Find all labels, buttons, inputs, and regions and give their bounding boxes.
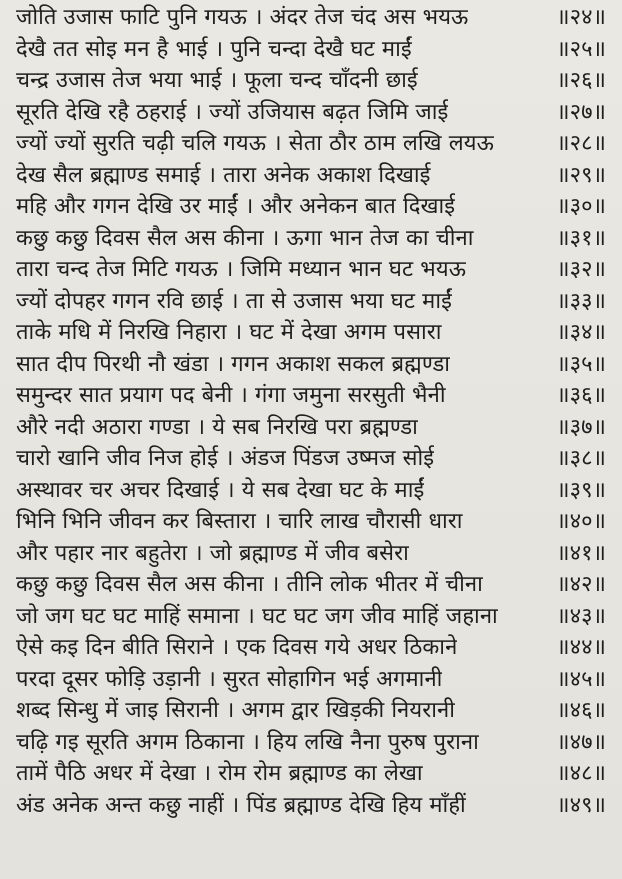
verse-number: ॥३३॥ (556, 288, 606, 314)
verse-text: ज्यों दोपहर गगन रवि छाई । ता से उजास भया घट माईं (16, 288, 453, 314)
verse-number: ॥४०॥ (556, 509, 606, 534)
verse-text: अस्थावर चर अचर दिखाई । ये सब देखा घट के माईं (16, 477, 425, 503)
verse-line (16, 65, 606, 97)
verse-number: ॥४९॥ (556, 792, 606, 818)
verse-number: ॥३९॥ (556, 477, 606, 503)
verse-number: ॥४४॥ (556, 635, 606, 660)
verse-number: ॥३०॥ (556, 194, 606, 219)
verse-text: औरे नदी अठारा गण्डा । ये सब निरखि परा ब्रह्मण्डा (16, 414, 418, 440)
verse-line (16, 223, 606, 255)
verse-number: ॥२५॥ (556, 36, 606, 62)
verse-number: ॥३५॥ (556, 351, 606, 377)
verse-text: भिनि भिनि जीवन कर बिस्तारा । चारि लाख चौरासी धारा (16, 509, 463, 534)
verse-line (16, 538, 606, 570)
verse-number: ॥४७॥ (556, 729, 606, 755)
verse-line (16, 632, 606, 664)
verse-line (16, 443, 606, 475)
verse-line (16, 475, 606, 507)
verse-text: अंड अनेक अन्त कछु नाहीं । पिंड ब्रह्माण्ड देखि हिय माँहीं (16, 792, 466, 818)
verse-line (16, 254, 606, 286)
verse-number: ॥२९॥ (556, 162, 606, 188)
verse-text: तामें पैठि अधर में देखा । रोम रोम ब्रह्माण्ड का लेखा (16, 761, 423, 786)
verse-text: सूरति देखि रहै ठहराई । ज्यों उजियास बढ़त जिमि जाई (16, 99, 449, 125)
verse-number: ॥३६॥ (556, 383, 606, 408)
verse-line (16, 695, 606, 727)
verse-number: ॥३७॥ (556, 414, 606, 440)
verse-number: ॥४५॥ (556, 666, 606, 692)
verse-number: ॥४६॥ (556, 698, 606, 723)
verse-text: कछु कछु दिवस सैल अस कीना । ऊगा भान तेज का चीना (16, 225, 474, 251)
verse-text: जोति उजास फाटि पुनि गयऊ । अंदर तेज चंद अस भयऊ (16, 5, 469, 30)
verse-number: ॥४३॥ (556, 603, 606, 629)
verse-number: ॥४२॥ (556, 572, 606, 597)
verse-list (16, 2, 606, 821)
verse-text: कछु कछु दिवस सैल अस कीना । तीनि लोक भीतर में चीना (16, 572, 483, 597)
verse-number: ॥३८॥ (556, 446, 606, 471)
verse-line (16, 601, 606, 633)
verse-number: ॥४८॥ (556, 761, 606, 786)
verse-text: देख सैल ब्रह्माण्ड समाई । तारा अनेक अकाश दिखाई (16, 162, 431, 188)
verse-number: ॥२८॥ (556, 131, 606, 156)
verse-text: और पहार नार बहुतेरा । जो ब्रह्माण्ड में जीव बसेरा (16, 540, 409, 566)
verse-line (16, 758, 606, 790)
verse-text: चारो खानि जीव निज होई । अंडज पिंडज उष्मज सोई (16, 446, 435, 471)
verse-line (16, 317, 606, 349)
verse-line (16, 349, 606, 381)
verse-line (16, 286, 606, 318)
verse-number: ॥२७॥ (556, 99, 606, 125)
verse-text: चन्द्र उजास तेज भया भाई । फूला चन्द चाँदनी छाई (16, 68, 418, 93)
verse-number: ॥३१॥ (556, 225, 606, 251)
verse-number: ॥२६॥ (556, 68, 606, 93)
verse-line (16, 569, 606, 601)
verse-line (16, 380, 606, 412)
verse-text: परदा दूसर फोड़ि उड़ानी । सुरत सोहागिन भई अगमानी (16, 666, 443, 692)
verse-text: ऐसे कइ दिन बीति सिराने । एक दिवस गये अधर ठिकाने (16, 635, 458, 660)
verse-number: ॥३४॥ (556, 320, 606, 345)
verse-text: देखै तत सोइ मन है भाई । पुनि चन्दा देखै घट माईं (16, 36, 412, 62)
verse-text: जो जग घट घट माहिं समाना । घट घट जग जीव माहिं जहाना (16, 603, 498, 629)
verse-number: ॥४१॥ (556, 540, 606, 566)
verse-text: शब्द सिन्धु में जाइ सिरानी । अगम द्वार खिड़की नियरानी (16, 698, 456, 723)
verse-text: तारा चन्द तेज मिटि गयऊ । जिमि मध्यान भान घट भयऊ (16, 257, 467, 282)
verse-line (16, 727, 606, 759)
verse-text: समुन्दर सात प्रयाग पद बेनी । गंगा जमुना सरसुती भैनी (16, 383, 446, 408)
verse-line (16, 506, 606, 538)
verse-line (16, 191, 606, 223)
verse-text: सात दीप पिरथी नौ खंडा । गगन अकाश सकल ब्रह्मण्डा (16, 351, 451, 377)
verse-number: ॥२४॥ (556, 5, 606, 30)
verse-line (16, 34, 606, 66)
verse-number: ॥३२॥ (556, 257, 606, 282)
verse-line (16, 2, 606, 34)
verse-line (16, 160, 606, 192)
verse-text: ताके मधि में निरखि निहारा । घट में देखा अगम पसारा (16, 320, 442, 345)
verse-text: ज्यों ज्यों सुरति चढ़ी चलि गयऊ । सेता ठौर ठाम लखि लयऊ (16, 131, 494, 156)
verse-line (16, 664, 606, 696)
verse-text: चढ़ि गइ सूरति अगम ठिकाना । हिय लखि नैना पुरुष पुराना (16, 729, 479, 755)
verse-line (16, 790, 606, 822)
verse-text: महि और गगन देखि उर माईं । और अनेकन बात दिखाई (16, 194, 456, 219)
verse-line (16, 412, 606, 444)
verse-line (16, 128, 606, 160)
verse-line (16, 97, 606, 129)
